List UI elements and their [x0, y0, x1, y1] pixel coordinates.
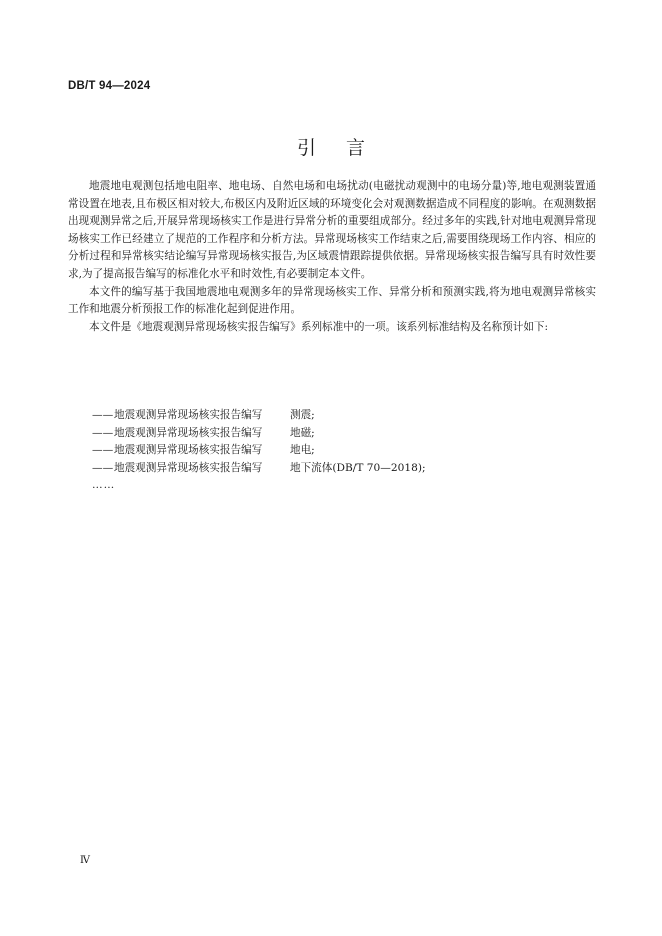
list-item-suffix: 地下流体(DB/T 70—2018); [290, 461, 426, 474]
list-item [92, 442, 426, 460]
list-item-prefix: 地震观测异常现场核实报告编写 [114, 426, 263, 439]
paragraph-3: 本文件是《地震观测异常现场核实报告编写》系列标准中的一项。该系列标准结构及名称预计如下: [89, 320, 549, 333]
list-dash: —— [92, 444, 114, 457]
list-item-suffix: 测震; [290, 409, 315, 421]
list-dash: —— [92, 461, 114, 474]
list-item [92, 460, 426, 478]
introduction-body [68, 178, 596, 336]
list-item-suffix: 地磁; [290, 426, 315, 439]
list-ellipsis: …… [92, 479, 116, 492]
list-item-prefix: 地震观测异常现场核实报告编写 [114, 409, 263, 421]
list-item-prefix: 地震观测异常现场核实报告编写 [114, 444, 263, 457]
list-item-prefix: 地震观测异常现场核实报告编写 [114, 461, 263, 474]
list-item [92, 407, 426, 425]
page-title: 引言 [296, 137, 395, 159]
document-code: DB/T 94—2024 [68, 80, 151, 92]
list-dash: —— [92, 409, 114, 421]
list-item [92, 425, 426, 443]
paragraph-2: 本文件的编写基于我国地震地电观测多年的异常现场核实工作、异常分析和预测实践,将为地电观测异常核实工作和地震分析预报工作的标准化起到促进作用。 [68, 285, 596, 316]
standard-series-list [92, 407, 426, 495]
page-number: Ⅳ [80, 855, 90, 866]
list-item-suffix: 地电; [290, 444, 315, 457]
list-dash: —— [92, 426, 114, 439]
paragraph-1: 地震地电观测包括地电阻率、地电场、自然电场和电场扰动(电磁扰动观测中的电场分量)等,地电观测装置通常设置在地表,且布极区相对较大,布极区内及附近区域的环境变化会对观测数据造成不同程度的影响。在观测数据出现观测异常之后,开展异常现场核实工作是进行异常分析的重要组成部分。经过多年的实践,针对地电观测异常现场核实工作已经建立了规范的工作程序和分析方法。异常现场核实工作结束之后,需要围绕现场工作内容、相应的分析过程和异常核实结论编写异常现场核实报告,为区域震情跟踪提供依据。异常现场核实报告编写具有时效性要求,为了提高报告编写的标准化水平和时效性,有必要制定本文件。 [68, 180, 596, 280]
